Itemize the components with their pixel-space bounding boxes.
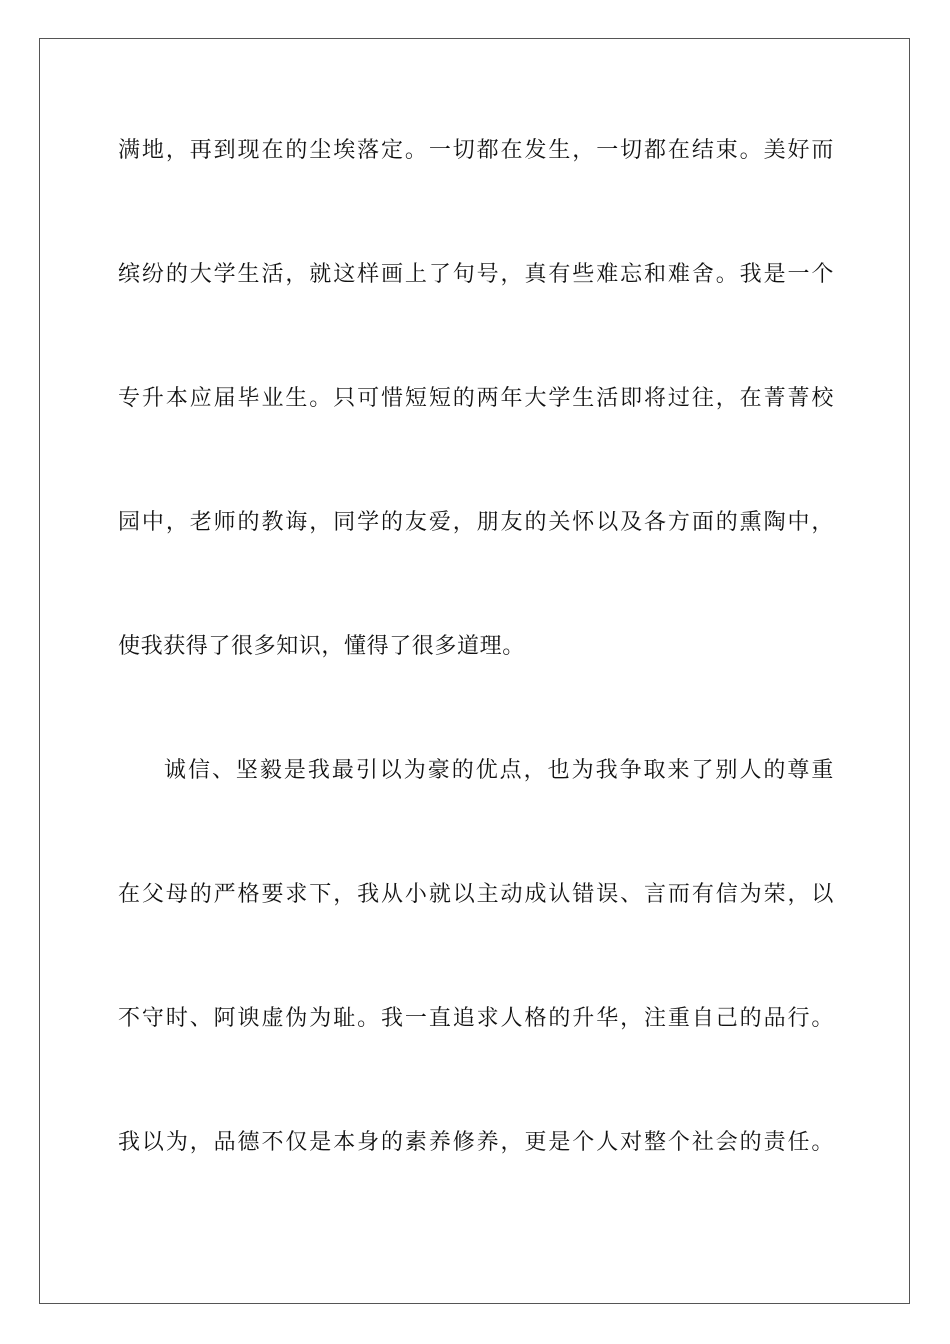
paragraph-line-9: 我以为，品德不仅是本身的素养修养，更是个人对整个社会的责任。 [118,1130,834,1155]
paragraph-line-1: 满地，再到现在的尘埃落定。一切都在发生，一切都在结束。美好而 [118,138,834,163]
page-border [39,38,910,1304]
paragraph-line-8: 不守时、阿谀虚伪为耻。我一直追求人格的升华，注重自己的品行。 [118,1006,834,1031]
paragraph-line-5: 使我获得了很多知识，懂得了很多道理。 [118,634,525,659]
paragraph-line-3: 专升本应届毕业生。只可惜短短的两年大学生活即将过往，在菁菁校 [118,386,834,411]
paragraph-line-2: 缤纷的大学生活，就这样画上了句号，真有些难忘和难舍。我是一个 [118,262,834,287]
paragraph-line-7: 在父母的严格要求下，我从小就以主动成认错误、言而有信为荣，以 [118,882,834,907]
paragraph-line-6: 诚信、坚毅是我最引以为豪的优点，也为我争取来了别人的尊重 [164,758,834,783]
paragraph-line-4: 园中，老师的教诲，同学的友爱，朋友的关怀以及各方面的熏陶中， [118,510,834,535]
